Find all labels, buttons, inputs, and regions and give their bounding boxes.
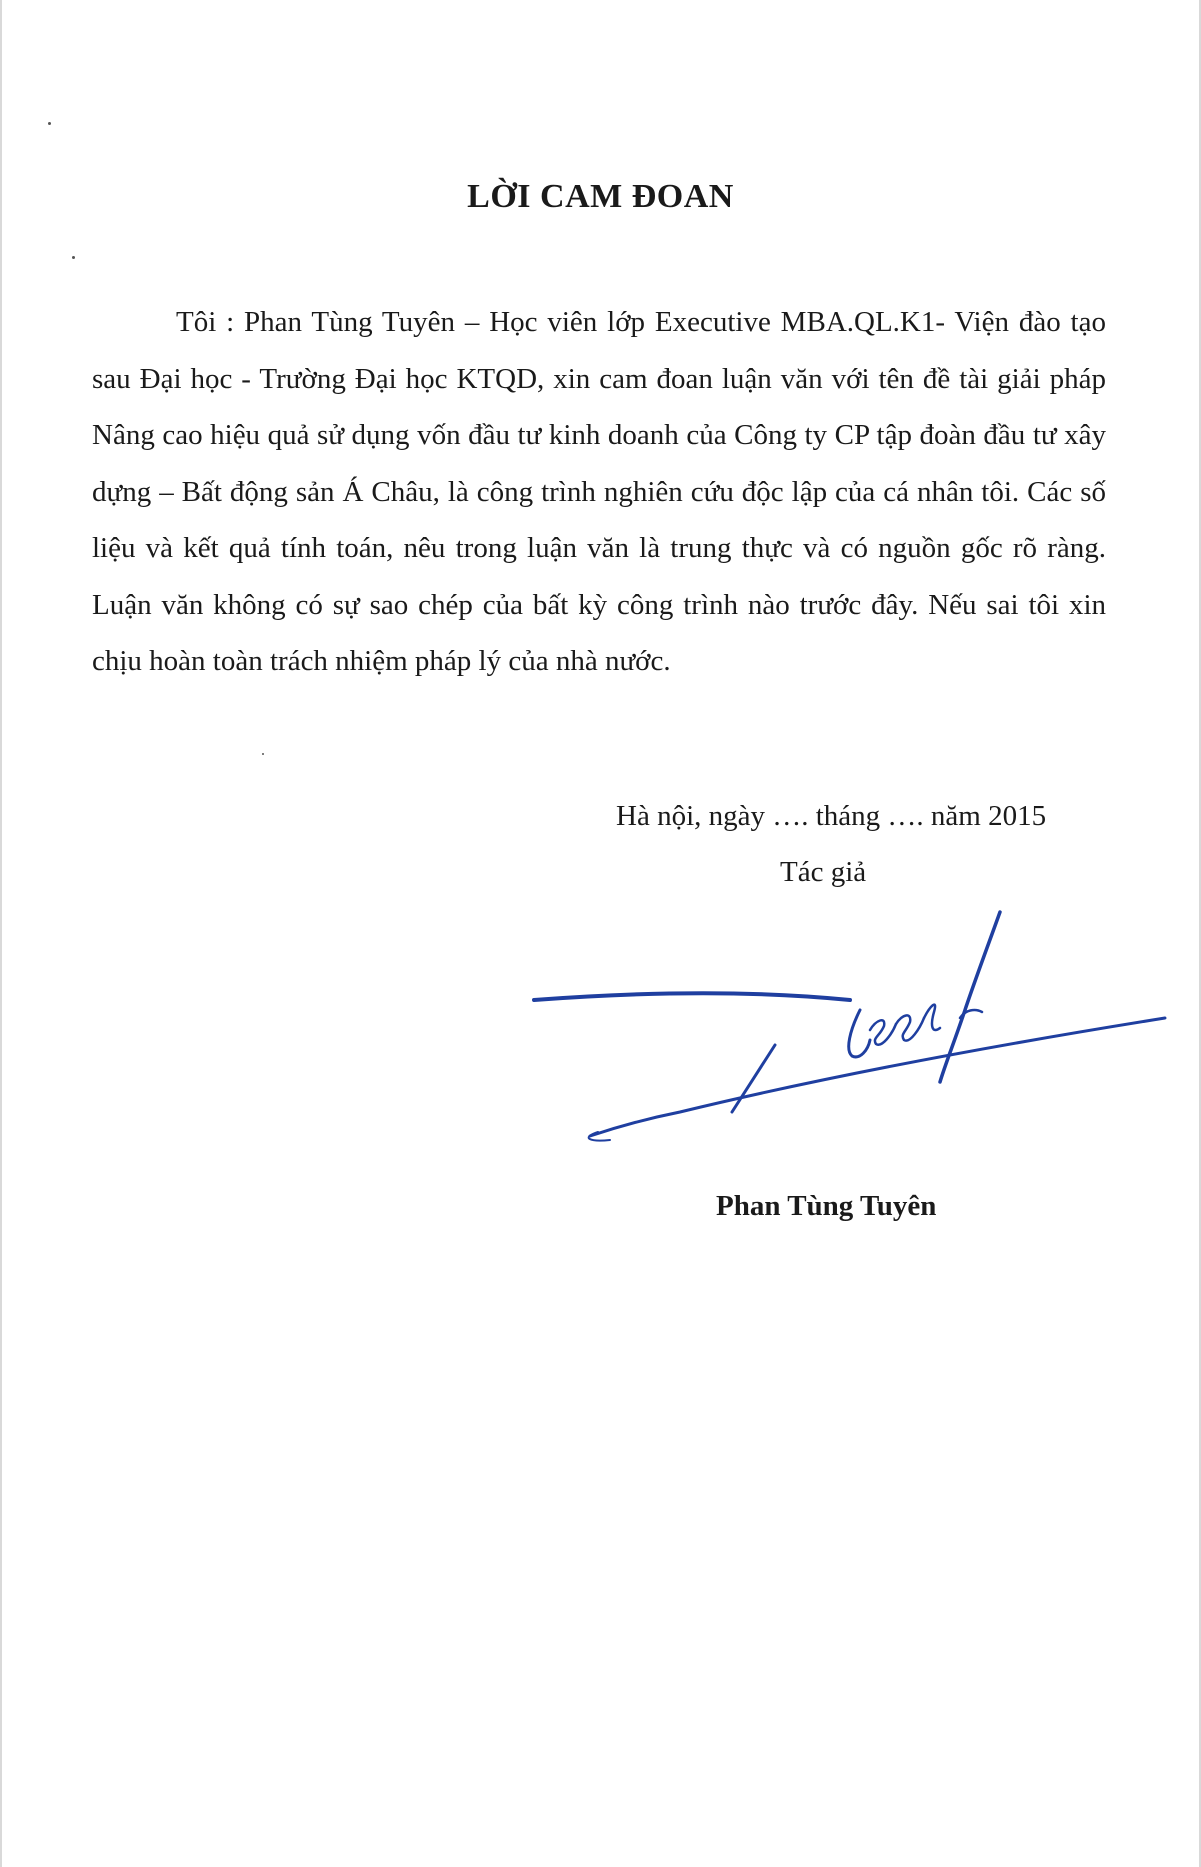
- signature-image: [520, 900, 1170, 1150]
- left-scan-edge: [0, 0, 2, 1867]
- signature-stroke: [924, 1005, 940, 1030]
- page-title: LỜI CAM ĐOAN: [467, 178, 734, 215]
- signature-stroke: [870, 1020, 896, 1044]
- scan-speck: [72, 256, 75, 259]
- date-line: Hà nội, ngày …. tháng …. năm 2015: [616, 800, 1047, 832]
- signer-name: Phan Tùng Tuyên: [716, 1190, 937, 1222]
- signature-stroke: [849, 1010, 870, 1057]
- scan-speck: [48, 122, 51, 125]
- declaration-paragraph: Tôi : Phan Tùng Tuyên – Học viên lớp Executive MBA.QL.K1- Viện đào tạo sau Đại học - Trường Đại học KTQD, xin cam đoan luận văn với tên đề tài giải pháp Nâng cao hiệu quả sử dụng vốn đầu tư kinh doanh của Công ty CP tập đoàn đầu tư xây dựng – Bất động sản Á Châu, là công trình nghiên cứu độc lập của cá nhân tôi. Các số liệu và kết quả tính toán, nêu trong luận văn là trung thực và có nguồn gốc rõ ràng. Luận văn không có sự sao chép của bất kỳ công trình nào trước đây. Nếu sai tôi xin chịu hoàn toàn trách nhiệm pháp lý của nhà nước.: [92, 306, 1106, 677]
- signature-stroke: [534, 993, 850, 1000]
- author-label: Tác giả: [780, 856, 867, 888]
- signature-stroke: [896, 1015, 924, 1040]
- scan-speck: [262, 753, 264, 755]
- signature-stroke: [940, 912, 1000, 1082]
- signature-stroke: [732, 1045, 775, 1112]
